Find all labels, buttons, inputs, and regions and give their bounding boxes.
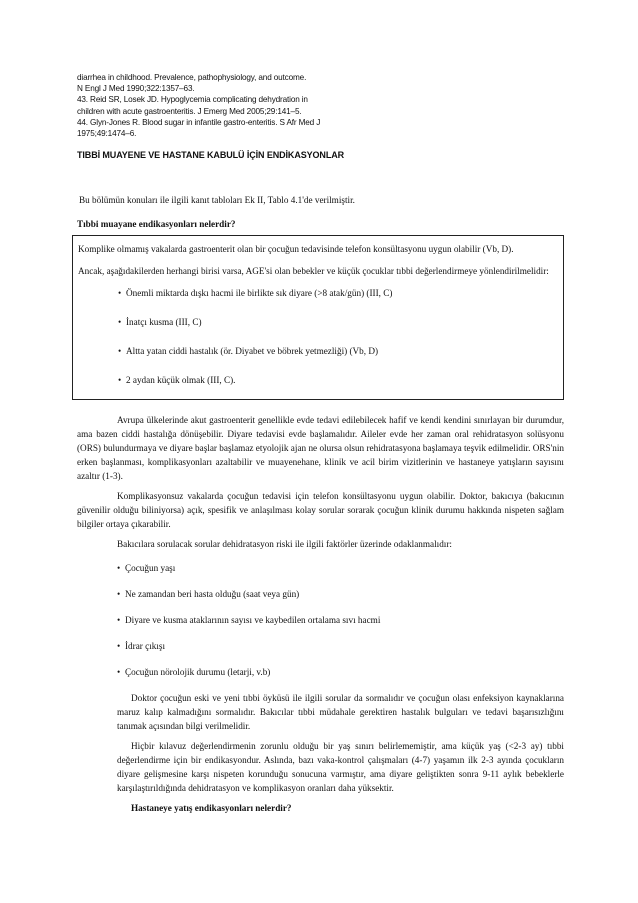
box-paragraph: Komplike olmamış vakalarda gastroenterit olan bir çocuğun tedavisinde telefon konsültasyonu uygun olabilir (Vb, D).	[78, 244, 514, 254]
list-item	[78, 315, 558, 329]
list-item	[78, 344, 558, 358]
bullet-icon: •	[118, 346, 122, 356]
list-item-text: Altta yatan ciddi hastalık (ör. Diyabet ve böbrek yetmezliği) (Vb, D)	[126, 346, 379, 356]
bullet-icon: •	[117, 563, 121, 573]
subheading-medical-exam: Tıbbi muayane endikasyonları nelerdir?	[77, 219, 236, 229]
bullet-icon: •	[118, 375, 122, 385]
list-item-text: İnatçı kusma (III, C)	[126, 317, 202, 327]
box-list	[78, 286, 558, 387]
reference-line: N Engl J Med 1990;322:1357–63.	[77, 84, 195, 94]
section-title: TIBBİ MUAYENE VE HASTANE KABULÜ İÇİN ENDİKASYONLAR	[77, 150, 345, 160]
list-item-text: Ne zamandan beri hasta olduğu (saat veya gün)	[125, 589, 300, 599]
list-item-text: Diyare ve kusma ataklarının sayısı ve kaybedilen ortalama sıvı hacmi	[125, 615, 381, 625]
bullet-icon: •	[117, 589, 121, 599]
list-item	[77, 639, 564, 653]
list-item	[77, 665, 564, 679]
list-item	[77, 561, 564, 575]
bullet-icon: •	[117, 667, 121, 677]
bullet-icon: •	[117, 641, 121, 651]
reference-line: 1975;49:1474–6.	[77, 129, 137, 139]
subheading-hospital-admission: Hastaneye yatış endikasyonları nelerdir?	[131, 803, 292, 813]
bullet-icon: •	[117, 615, 121, 625]
reference-list	[77, 72, 377, 139]
body-paragraph: Avrupa ülkelerinde akut gastroenterit genellikle evde tedavi edilebilecek hafif ve kendi kendini sınırlayan bir durumdur, ama bazen ciddi hastalığa dönüşebilir. Diyare tedavisi evde başlamalıdır. Aileler evde her zaman oral rehidratasyon solüsyonu (ORS) bulundurmaya ve diyare başlar başlamaz etyolojik ajan ne olursa olsun rehidratasyona başlamaya teşvik edilmelidir. ORS'nin erken başlanması, komplikasyonları azaltabilir ve muayenehane, klinik ve acil birim vizitlerinin ve hastaneye yatışların sayısını azaltır (1-3).	[77, 415, 564, 481]
list-item	[77, 587, 564, 601]
reference-line: 44. Glyn-Jones R. Blood sugar in infantile gastro-enteritis. S Afr Med J	[77, 117, 321, 127]
recommendation-box	[72, 235, 564, 400]
list-item-text: Önemli miktarda dışkı hacmi ile birlikte sık diyare (>8 atak/gün) (III, C)	[126, 288, 393, 298]
list-item	[77, 613, 564, 627]
reference-line: diarrhea in childhood. Prevalence, pathophysiology, and outcome.	[77, 73, 307, 82]
body-text	[77, 413, 564, 821]
question-list	[77, 561, 564, 679]
bullet-icon: •	[118, 317, 122, 327]
list-item	[78, 373, 558, 387]
list-item-text: İdrar çıkışı	[125, 641, 166, 651]
body-paragraph: Hiçbir kılavuz değerlendirmenin zorunlu olduğu bir yaş sınırı belirlememiştir, ama küçük yaş (<2-3 ay) tıbbi değerlendirme için bir endikasyondur. Aslında, bazı vaka-kontrol çalışmaları (4-7) yaşamın ilk 2-3 ayında çocukların diyare gelişmesine karşı nispeten korunduğu sonucuna varmıştır, ama diyare geliştikten sonra 9-11 aylık bebeklerle karşılaştırıldığında dehidratasyon ve komplikasyon oranları daha yüksektir.	[117, 741, 564, 793]
body-paragraph: Doktor çocuğun eski ve yeni tıbbi öyküsü ile ilgili sorular da sormalıdır ve çocuğun olası enfeksiyon kaynaklarına maruz kalıp kalmadığını sormalıdır. Bakıcılar tıbbi müdahale gerektiren hastalık bulguları ve tedavi başarısızlığını tanımak açısından bilgi verilmelidir.	[117, 693, 564, 731]
intro-text: Bu bölümün konuları ile ilgili kanıt tabloları Ek II, Tablo 4.1'de verilmiştir.	[79, 195, 355, 205]
reference-line: 43. Reid SR, Losek JD. Hypoglycemia complicating dehydration in	[77, 95, 308, 105]
list-item-text: Çocuğun nörolojik durumu (letarji, v.b)	[125, 667, 271, 677]
box-paragraph: Ancak, aşağıdakilerden herhangi birisi varsa, AGE'si olan bebekler ve küçük çocuklar tıbbi değerlendirmeye yönlendirilmelidir:	[78, 266, 549, 276]
list-item	[78, 286, 558, 300]
list-item-text: 2 aydan küçük olmak (III, C).	[126, 375, 236, 385]
body-paragraph: Komplikasyonsuz vakalarda çocuğun tedavisi için telefon konsültasyonu uygun olabilir. Doktor, bakıcıya (bakıcının güvenilir olduğu biliniyorsa) açık, spesifik ve anlaşılması kolay sorular sorarak çocuğun klinik durumu hakkında nispeten sağlam bilgiler ortaya çıkarabilir.	[77, 491, 564, 529]
body-paragraph: Bakıcılara sorulacak sorular dehidratasyon riski ile ilgili faktörler üzerinde odaklanmalıdır:	[117, 539, 452, 549]
bullet-icon: •	[118, 288, 122, 298]
list-item-text: Çocuğun yaşı	[125, 563, 176, 573]
reference-line: children with acute gastroenteritis. J Emerg Med 2005;29:141–5.	[77, 106, 302, 116]
